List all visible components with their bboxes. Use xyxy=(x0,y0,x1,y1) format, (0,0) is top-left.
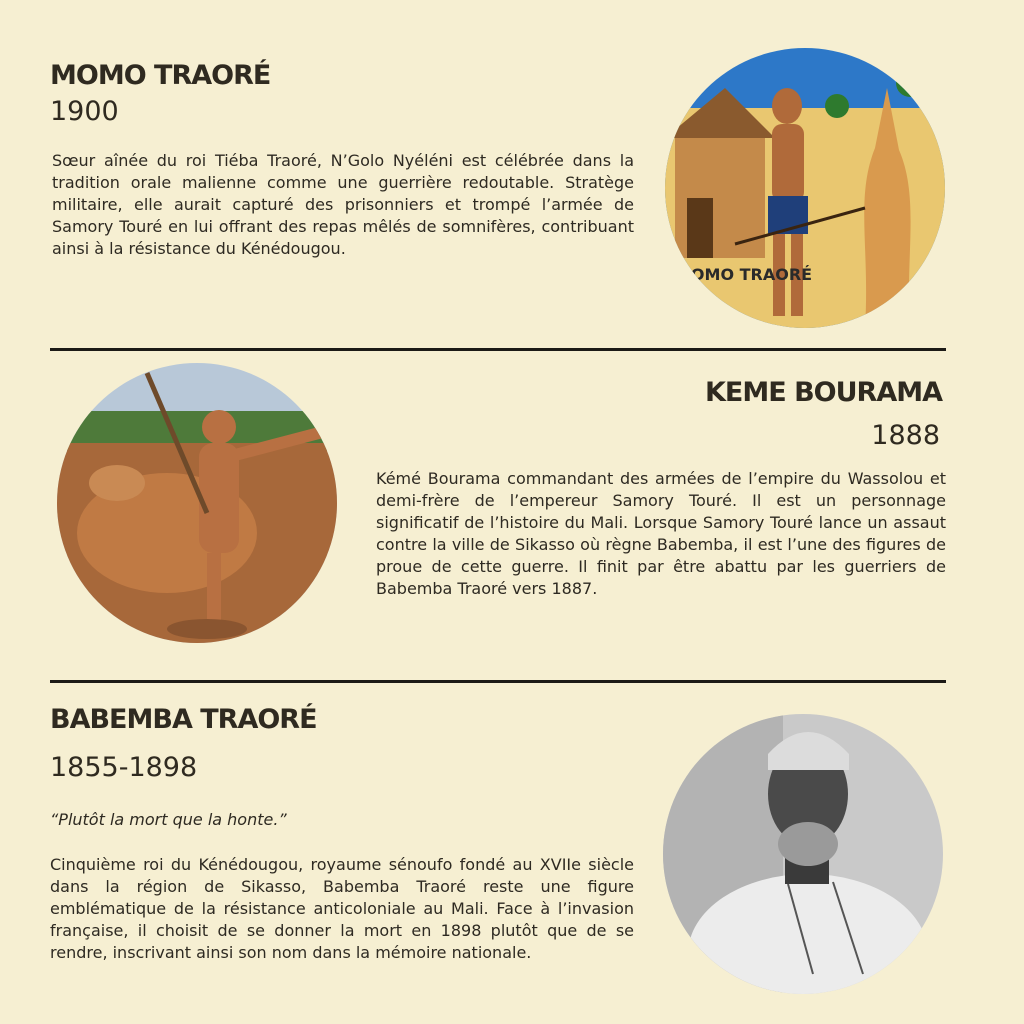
section-text: Kémé Bourama commandant des armées de l’empire du Wassolou et demi-frère de l’empereur Samory Touré. Il est un personnage significatif de l’histoire du Mali. Lorsque Samory Touré lance un assaut contre la ville de Sikasso où règne Babemba, il est l’une des figures de proue de cette guerre. Il finit par être abattu par les guerriers de Babemba Traoré vers 1887. xyxy=(376,469,946,598)
section-divider xyxy=(50,348,946,351)
section-year: 1888 xyxy=(871,420,940,451)
babemba-traore-photo xyxy=(663,714,943,994)
momo-traore-painting xyxy=(665,48,945,328)
section-quote: “Plutôt la mort que la honte.” xyxy=(50,810,287,829)
section-name: MOMO TRAORÉ xyxy=(50,60,271,91)
section-year: 1855-1898 xyxy=(50,752,198,783)
painting-caption: MOMO TRAORÉ xyxy=(675,265,813,284)
section-text: Sœur aînée du roi Tiéba Traoré, N’Golo Nyéléni est célébrée dans la tradition orale malienne comme une guerrière redoutable. Stratège militaire, elle aurait capturé des prisonniers et trompé l’armée de Samory Touré en lui offrant des repas mêlés de somnifères, contribuant ainsi à la résistance du Kénédougou. xyxy=(52,151,634,258)
keme-bourama-statue xyxy=(57,363,337,643)
section-divider xyxy=(50,680,946,683)
section-text: Cinquième roi du Kénédougou, royaume sénoufo fondé au XVIIe siècle dans la région de Sikasso, Babemba Traoré reste une figure emblématique de la résistance anticoloniale au Mali. Face à l’invasion française, il choisit de se donner la mort en 1898 plutôt que de se rendre, inscrivant ainsi son nom dans la mémoire nationale. xyxy=(50,855,634,962)
section-name: KEME BOURAMA xyxy=(705,377,942,408)
section-year: 1900 xyxy=(50,96,119,127)
section-name: BABEMBA TRAORÉ xyxy=(50,704,317,735)
